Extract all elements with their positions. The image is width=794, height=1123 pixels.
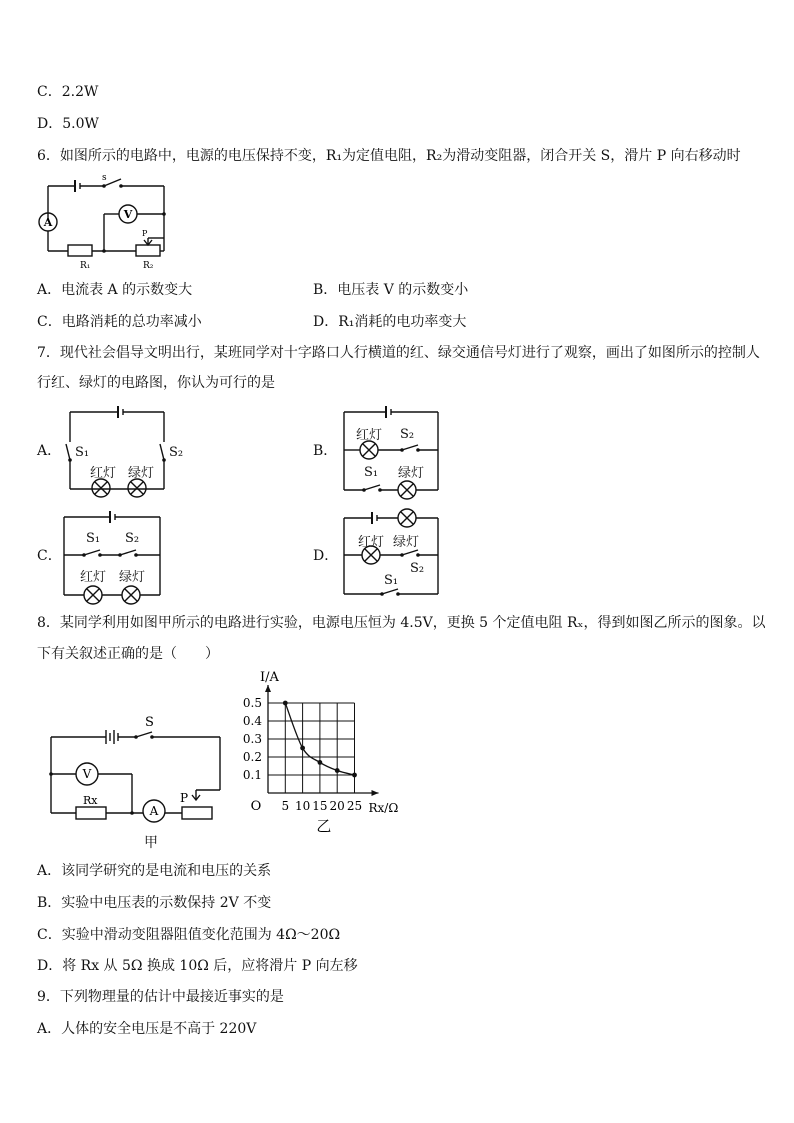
q6-slider-label: P [142, 229, 148, 238]
q7a-green-label: 绿灯 [128, 466, 155, 481]
x-tick-label: 10 [294, 799, 311, 813]
graph-caption: 乙 [316, 817, 332, 835]
q7d-green-label: 绿灯 [393, 535, 420, 550]
data-point-4 [352, 773, 357, 778]
y-tick-label: 0.2 [242, 750, 262, 764]
q6-ammeter-label: A [43, 216, 53, 229]
q7c-s2-label: S₂ [125, 531, 140, 546]
q6-option-b: B．电压表 V 的示数变小 [313, 282, 469, 298]
q7-option-a-letter: A． [37, 443, 62, 459]
q7b-s1-label: S₁ [364, 465, 379, 480]
q7d-s2-label: S₂ [410, 561, 425, 576]
q7b-s2-label: S₂ [400, 427, 415, 442]
q9-option-a: A．人体的安全电压是不高于 220V [37, 1021, 257, 1037]
q6-r1-label: R₁ [80, 261, 91, 271]
y-tick-label: 0.5 [242, 696, 262, 710]
q8-ammeter-label: A [149, 804, 159, 818]
data-point-3 [335, 768, 340, 773]
q8-stem-line2: 下有关叙述正确的是（ ） [37, 646, 219, 662]
q7c-green-label: 绿灯 [119, 570, 146, 585]
q7-stem-line2: 行红、绿灯的电路图，你认为可行的是 [37, 375, 275, 391]
q7c-s1-label: S₁ [86, 531, 101, 546]
q8-stem-line1: 8．某同学利用如图甲所示的电路进行实验，电源电压恒为 4.5V，更换 5 个定值电阻 Rₓ，得到如图乙所示的图象。以 [37, 615, 766, 631]
x-tick-label: 15 [312, 799, 328, 813]
q5-option-d: D．5.0W [37, 116, 99, 132]
q8-slider-label: P [180, 791, 189, 805]
q7-option-d-letter: D． [313, 548, 339, 564]
x-tick-label: 5 [281, 799, 290, 813]
data-point-2 [318, 760, 323, 765]
q8-option-c: C．实验中滑动变阻器阻值变化范围为 4Ω～20Ω [37, 927, 341, 943]
q6-voltmeter-label: V [123, 208, 133, 221]
data-point-1 [300, 746, 305, 751]
q6-resistor-r1 [68, 245, 92, 256]
y-tick-label: 0.3 [242, 732, 262, 746]
q5-option-c: C．2.2W [37, 84, 99, 100]
q7-circuit-c [62, 509, 166, 601]
q6-stem: 6．如图所示的电路中，电源的电压保持不变，R₁为定值电阻，R₂为滑动变阻器，闭合开关 S，滑片 P 向右移动时 [37, 148, 741, 164]
q7b-green-label: 绿灯 [398, 466, 425, 481]
q7-circuit-b [342, 404, 442, 496]
q7a-red-label: 红灯 [90, 466, 117, 481]
q8-option-d: D．将 Rx 从 5Ω 换成 10Ω 后，应将滑片 P 向左移 [37, 958, 358, 974]
q6-option-c: C．电路消耗的总功率减小 [37, 314, 202, 330]
q8-circuit-diagram [46, 712, 226, 827]
x-axis-label: Rx/Ω [368, 801, 399, 815]
q7d-red-label: 红灯 [358, 535, 385, 550]
q6-circuit-diagram [38, 173, 173, 271]
q6-option-d: D．R₁消耗的电功率变大 [313, 314, 467, 330]
q7a-s2-label: S₂ [169, 445, 184, 460]
q7-option-c-letter: C． [37, 548, 62, 564]
x-tick-label: 20 [329, 799, 345, 813]
q8-rx-label: Rx [83, 794, 98, 807]
y-tick-label: 0.4 [242, 714, 262, 728]
q7c-red-label: 红灯 [80, 570, 107, 585]
origin-label: O [250, 799, 262, 814]
q8-option-b: B．实验中电压表的示数保持 2V 不变 [37, 895, 272, 911]
q7a-s1-label: S₁ [75, 445, 90, 460]
x-axis-arrow [372, 790, 379, 796]
q9-stem: 9．下列物理量的估计中最接近事实的是 [37, 989, 284, 1005]
q8-rheostat [182, 807, 212, 819]
y-axis-label: I/A [260, 670, 279, 685]
q6-switch-label: s [102, 173, 107, 183]
q7b-red-label: 红灯 [356, 428, 383, 443]
q8-resistor-rx [76, 807, 106, 819]
y-tick-label: 0.1 [242, 768, 262, 782]
q7-stem-line1: 7．现代社会倡导文明出行，某班同学对十字路口人行横道的红、绿交通信号灯进行了观察，画出了如图所示的控制人 [37, 345, 760, 361]
q8-option-a: A．该同学研究的是电流和电压的关系 [37, 863, 272, 879]
x-tick-label: 25 [346, 799, 363, 813]
q6-resistor-r2 [136, 245, 160, 256]
q8-voltmeter-label: V [82, 767, 92, 781]
q8-iv-graph [228, 668, 399, 853]
data-point-0 [283, 701, 288, 706]
y-axis-arrow [265, 685, 271, 692]
q7d-s1-label: S₁ [384, 573, 399, 588]
q8-switch-label: S [145, 715, 154, 730]
q6-option-a: A．电流表 A 的示数变大 [37, 282, 193, 298]
q8-circuit-caption: 甲 [144, 835, 158, 851]
q7-option-b-letter: B． [313, 443, 338, 459]
q6-r2-label: R₂ [143, 261, 154, 271]
